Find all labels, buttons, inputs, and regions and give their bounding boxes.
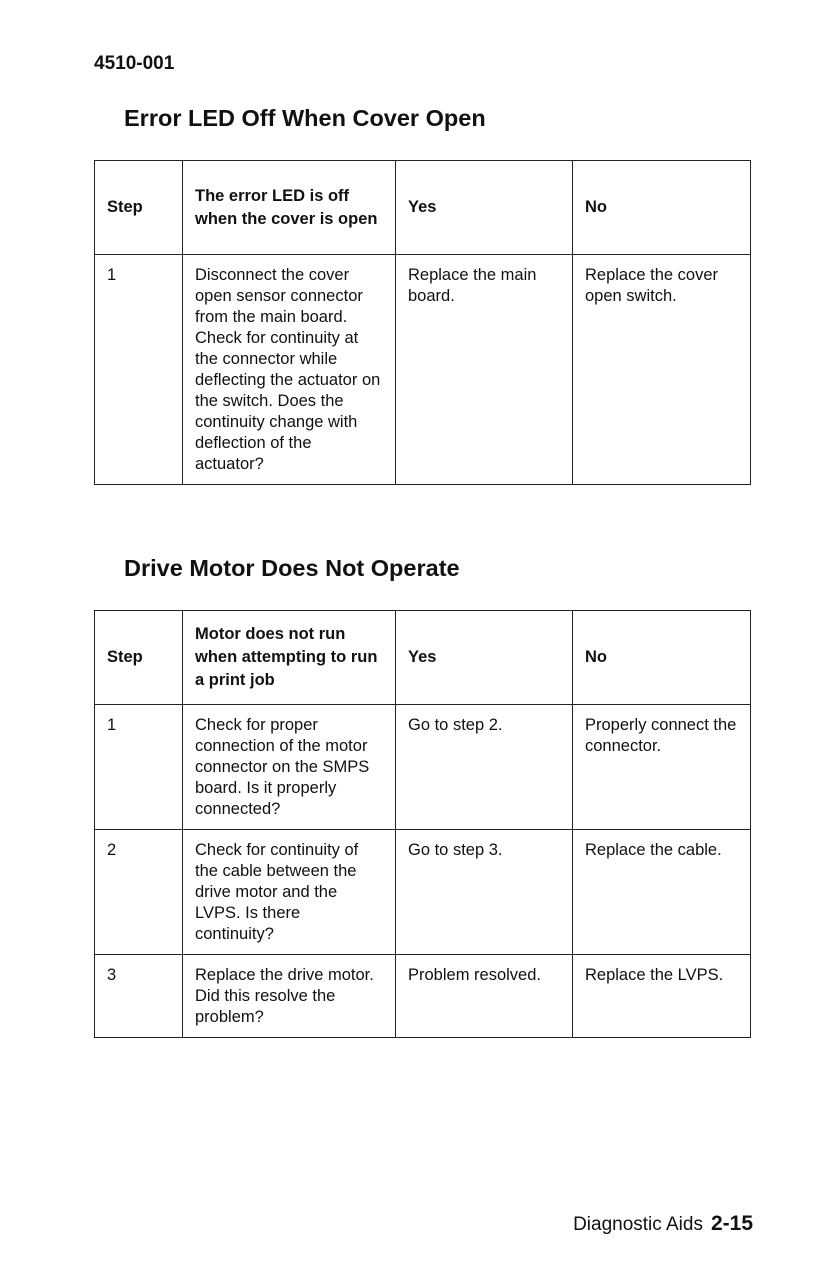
step-number: 3 <box>95 955 183 1038</box>
diagnostic-table-error-led <box>94 160 751 485</box>
step-no-action: Replace the cover open switch. <box>573 255 751 485</box>
column-header-step: Step <box>95 611 183 705</box>
column-header-condition: The error LED is off when the cover is open <box>183 161 396 255</box>
step-number: 1 <box>95 705 183 830</box>
step-no-action: Replace the cable. <box>573 830 751 955</box>
table-row <box>95 955 751 1038</box>
step-yes-action: Go to step 3. <box>396 830 573 955</box>
table-row <box>95 830 751 955</box>
section-title-error-led: Error LED Off When Cover Open <box>124 105 486 131</box>
step-action: Check for proper connection of the motor connector on the SMPS board. Is it properly connected? <box>183 705 396 830</box>
column-header-no: No <box>573 161 751 255</box>
step-no-action: Properly connect the connector. <box>573 705 751 830</box>
step-no-action: Replace the LVPS. <box>573 955 751 1038</box>
column-header-step: Step <box>95 161 183 255</box>
step-action: Disconnect the cover open sensor connector from the main board. Check for continuity at the connector while deflecting the actuator on the switch. Does the continuity change with deflection of the actuator? <box>183 255 396 485</box>
page-footer <box>573 1212 753 1237</box>
table-row <box>95 705 751 830</box>
step-yes-action: Problem resolved. <box>396 955 573 1038</box>
column-header-no: No <box>573 611 751 705</box>
column-header-condition: Motor does not run when attempting to run a print job <box>183 611 396 705</box>
step-yes-action: Replace the main board. <box>396 255 573 485</box>
step-number: 2 <box>95 830 183 955</box>
step-action: Replace the drive motor. Did this resolve the problem? <box>183 955 396 1038</box>
footer-section-name: Diagnostic Aids <box>573 1214 703 1235</box>
step-number: 1 <box>95 255 183 485</box>
table-row <box>95 255 751 485</box>
table-header-row <box>95 611 751 705</box>
step-yes-action: Go to step 2. <box>396 705 573 830</box>
page-number: 2-15 <box>710 1212 753 1235</box>
document-id: 4510-001 <box>94 53 175 74</box>
table-header-row <box>95 161 751 255</box>
diagnostic-table-drive-motor <box>94 610 751 1038</box>
step-action: Check for continuity of the cable between the drive motor and the LVPS. Is there continuity? <box>183 830 396 955</box>
section-title-drive-motor: Drive Motor Does Not Operate <box>124 555 460 581</box>
column-header-yes: Yes <box>396 611 573 705</box>
column-header-yes: Yes <box>396 161 573 255</box>
